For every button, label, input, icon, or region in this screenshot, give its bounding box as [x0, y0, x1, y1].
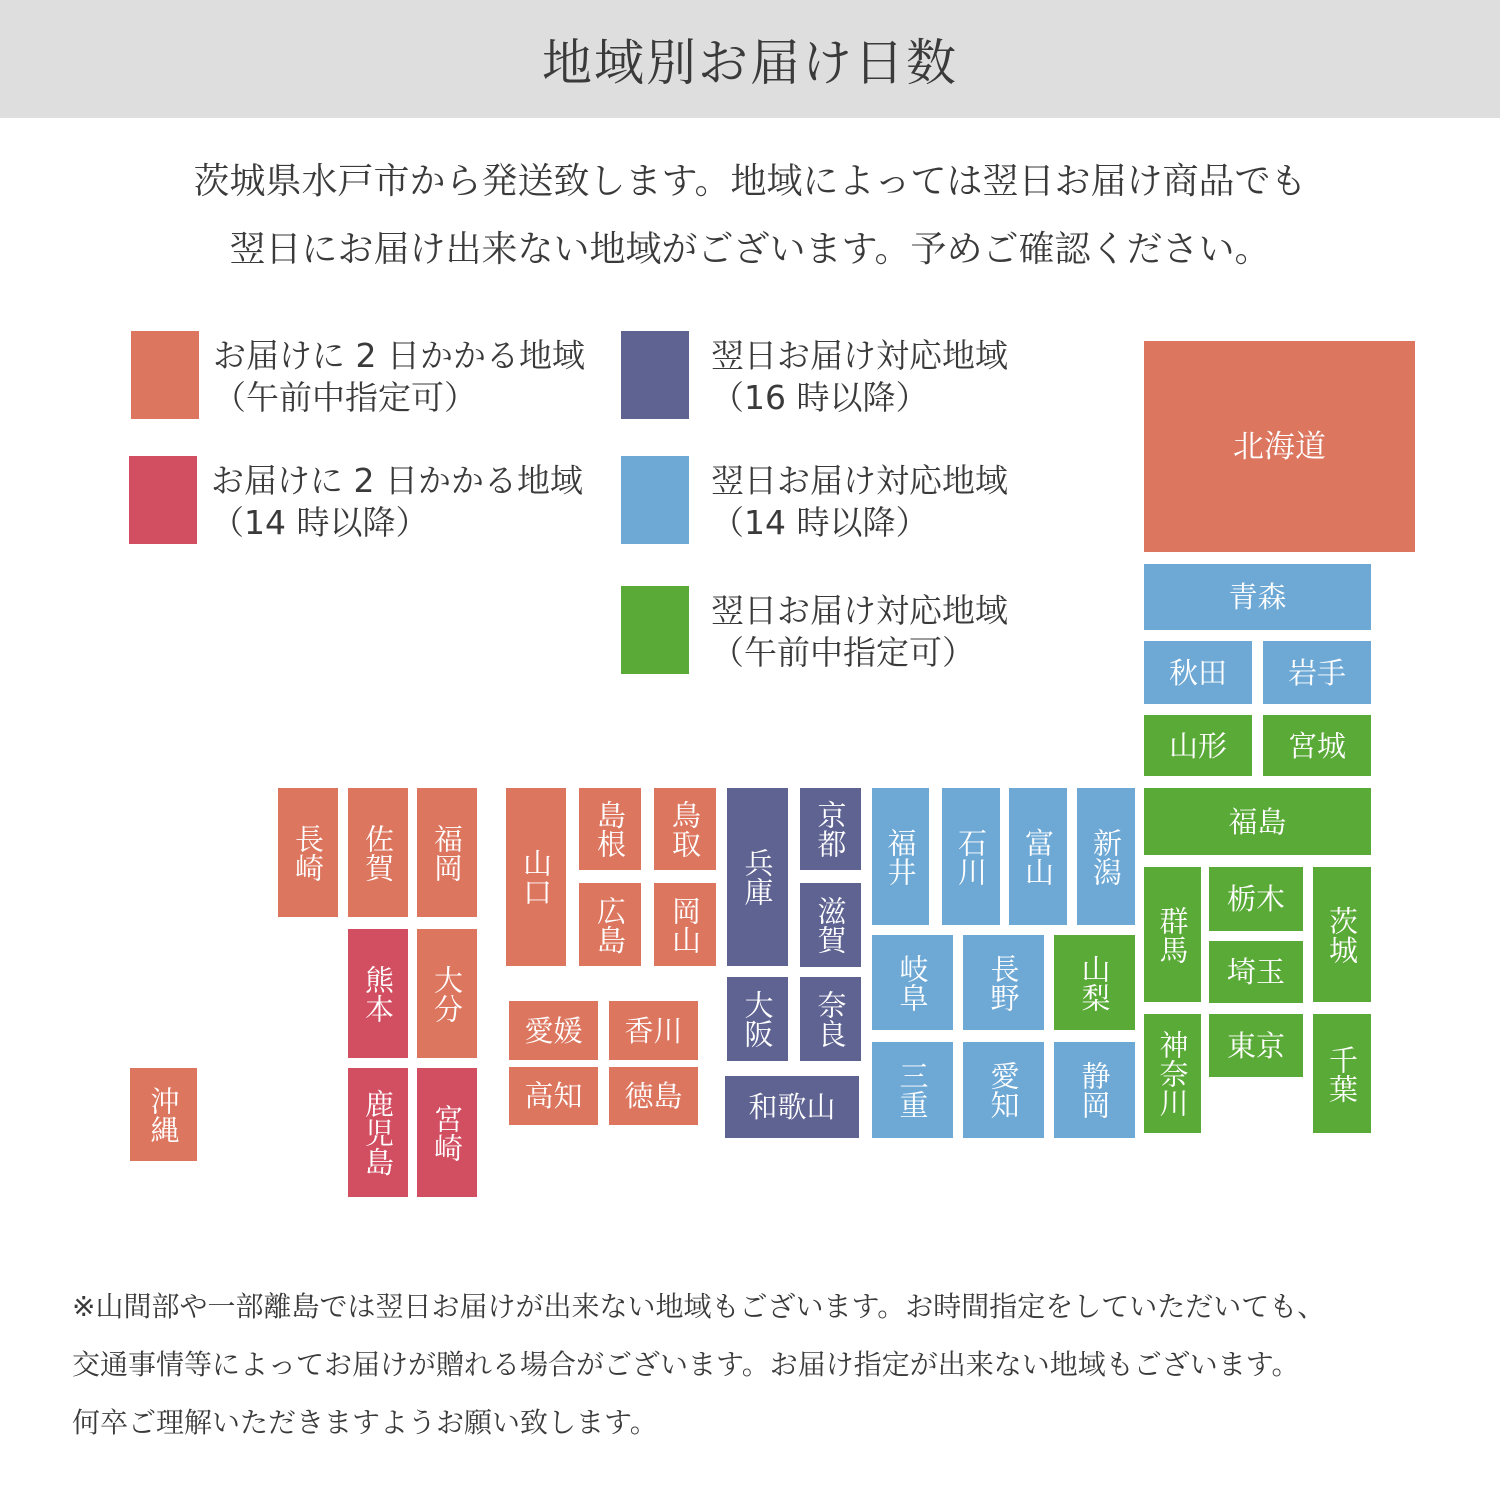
legend-label-line1: 翌日お届け対応地域 — [711, 591, 1008, 630]
page-title: 地域別お届け日数 — [542, 34, 958, 92]
legend-label-line1: 翌日お届け対応地域 — [711, 461, 1008, 500]
pref-nara: 奈良 — [800, 977, 861, 1061]
pref-tochigi: 栃木 — [1209, 867, 1303, 931]
legend-swatch-next-16 — [621, 331, 689, 419]
legend-label-line1: お届けに 2 日かかる地域 — [213, 336, 585, 375]
legend-item-day2-14 — [129, 456, 583, 544]
pref-gifu: 岐阜 — [872, 935, 953, 1030]
pref-yamanashi: 山梨 — [1054, 935, 1135, 1030]
pref-fukuoka: 福岡 — [417, 788, 477, 917]
header-banner — [0, 0, 1500, 118]
pref-iwate: 岩手 — [1263, 641, 1371, 704]
legend-label-line1: 翌日お届け対応地域 — [711, 336, 1008, 375]
pref-saitama: 埼玉 — [1209, 941, 1303, 1003]
pref-kagawa: 香川 — [609, 1001, 698, 1060]
pref-yamaguchi: 山口 — [506, 788, 566, 966]
legend-swatch-next-am — [621, 586, 689, 674]
footnote-line-1: ※山間部や一部離島では翌日お届けが出来ない地域もございます。お時間指定をしていただいても、 — [72, 1290, 1326, 1323]
legend-swatch-next-14 — [621, 456, 689, 544]
legend-label — [711, 590, 1008, 674]
pref-hyogo: 兵庫 — [727, 788, 788, 966]
pref-okinawa: 沖縄 — [130, 1068, 197, 1161]
legend-label — [711, 460, 1008, 544]
pref-kumamoto: 熊本 — [348, 929, 408, 1058]
pref-tokyo: 東京 — [1209, 1014, 1303, 1077]
pref-toyama: 富山 — [1009, 788, 1067, 925]
legend-label-line2: （14 時以降） — [711, 503, 929, 542]
pref-miyagi: 宮城 — [1263, 715, 1371, 776]
pref-osaka: 大阪 — [727, 977, 788, 1061]
legend-label-line1: お届けに 2 日かかる地域 — [211, 461, 583, 500]
intro-line-1: 茨城県水戸市から発送致します。地域によっては翌日お届け商品でも — [193, 161, 1307, 202]
pref-niigata: 新潟 — [1077, 788, 1135, 925]
legend-item-next-14 — [621, 456, 1008, 544]
legend-label-line2: （16 時以降） — [711, 378, 929, 417]
legend-label — [213, 335, 585, 419]
pref-kyoto: 京都 — [800, 788, 861, 870]
legend-swatch-day2-14 — [129, 456, 197, 544]
intro-line-2: 翌日にお届け出来ない地域がございます。予めご確認ください。 — [229, 229, 1271, 270]
legend-swatch-day2-am — [131, 331, 199, 419]
legend-item-next-16 — [621, 331, 1008, 419]
legend-label — [211, 460, 583, 544]
pref-gunma: 群馬 — [1144, 867, 1201, 1002]
pref-kagoshima: 鹿児島 — [348, 1068, 408, 1197]
footnote-line-3: 何卒ご理解いただきますようお願い致します。 — [72, 1406, 658, 1439]
pref-fukushima: 福島 — [1144, 788, 1371, 855]
legend-item-day2-am — [131, 331, 585, 419]
pref-shimane: 島根 — [579, 788, 641, 870]
footnote-line-2: 交通事情等によってお届けが贈れる場合がございます。お届け指定が出来ない地域もございます。 — [72, 1348, 1300, 1381]
pref-nagasaki: 長崎 — [278, 788, 338, 917]
pref-kochi: 高知 — [509, 1067, 598, 1125]
pref-shizuoka: 静岡 — [1054, 1042, 1135, 1138]
pref-ehime: 愛媛 — [509, 1001, 598, 1060]
pref-mie: 三重 — [872, 1042, 953, 1138]
legend-label — [711, 335, 1008, 419]
pref-aichi: 愛知 — [963, 1042, 1044, 1138]
pref-miyazaki: 宮崎 — [417, 1068, 477, 1197]
pref-hiroshima: 広島 — [579, 883, 641, 966]
footnote — [72, 1278, 1325, 1452]
pref-akita: 秋田 — [1144, 641, 1252, 704]
intro-text — [0, 148, 1500, 284]
pref-ibaraki: 茨城 — [1313, 867, 1371, 1002]
pref-aomori: 青森 — [1144, 564, 1371, 630]
legend-label-line2: （14 時以降） — [211, 503, 429, 542]
pref-okayama: 岡山 — [654, 883, 716, 966]
pref-kanagawa: 神奈川 — [1144, 1014, 1201, 1133]
pref-hokkaido: 北海道 — [1144, 341, 1415, 552]
legend-label-line2: （午前中指定可） — [213, 378, 477, 417]
pref-nagano: 長野 — [963, 935, 1044, 1030]
legend-label-line2: （午前中指定可） — [711, 633, 975, 672]
pref-fukui: 福井 — [872, 788, 929, 925]
legend-item-next-am — [621, 586, 1008, 674]
pref-saga: 佐賀 — [348, 788, 408, 917]
pref-shiga: 滋賀 — [800, 883, 861, 967]
pref-ishikawa: 石川 — [942, 788, 1000, 925]
pref-tottori: 鳥取 — [654, 788, 716, 870]
pref-oita: 大分 — [417, 929, 477, 1058]
pref-wakayama: 和歌山 — [725, 1076, 859, 1138]
pref-yamagata: 山形 — [1144, 715, 1252, 776]
pref-chiba: 千葉 — [1313, 1014, 1371, 1133]
pref-tokushima: 徳島 — [609, 1067, 698, 1125]
